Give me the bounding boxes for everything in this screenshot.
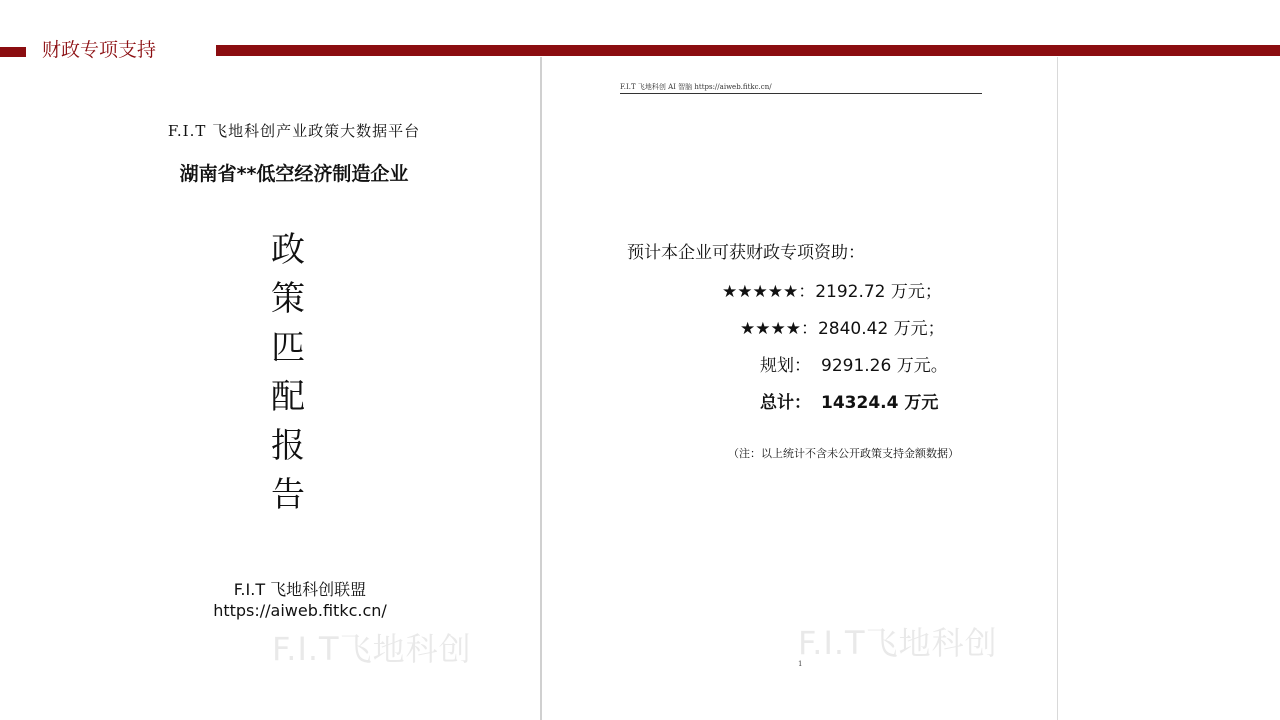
funding-row-plan	[760, 351, 948, 376]
header-accent-bar-left	[0, 47, 26, 57]
funding-label: 规划：	[760, 356, 811, 376]
cover-company-name: 湖南省**低空经济制造企业	[179, 163, 409, 185]
funding-label: ★★★★：	[740, 319, 818, 339]
funding-value: 14324.4 万元	[821, 393, 939, 413]
report-cover	[120, 100, 480, 670]
page-edge	[1057, 57, 1058, 720]
report-title-char: 配	[271, 377, 305, 417]
funding-value: 9291.26 万元。	[821, 356, 948, 376]
report-title-char: 告	[271, 475, 305, 515]
cover-platform-name: F.I.T 飞地科创产业政策大数据平台	[167, 122, 421, 140]
page-divider	[540, 57, 542, 720]
header-accent-bar-right	[216, 45, 1280, 56]
cover-report-title	[260, 226, 316, 520]
funding-note: （注：以上统计不含未公开政策支持金额数据）	[728, 447, 959, 460]
report-title-char: 匹	[271, 328, 305, 368]
funding-row-total	[760, 388, 938, 413]
funding-value: 2840.42 万元；	[817, 319, 945, 339]
doc-watermark: F.I.T飞地科创	[798, 624, 998, 662]
report-title-char: 政	[271, 230, 305, 270]
page-number: 1	[798, 660, 803, 668]
funding-intro: 预计本企业可获财政专项资助：	[627, 243, 865, 263]
funding-value: 2192.72 万元；	[815, 282, 942, 302]
funding-label: 总计：	[760, 393, 811, 413]
funding-label: ★★★★★：	[722, 282, 816, 302]
funding-row-four-star	[740, 314, 945, 339]
cover-watermark: F.I.T飞地科创	[272, 630, 472, 668]
report-title-char: 策	[271, 279, 305, 319]
funding-row-five-star	[722, 277, 942, 302]
section-title: 财政专项支持	[42, 39, 157, 61]
report-title-char: 报	[271, 426, 305, 466]
cover-org-name: F.I.T 飞地科创联盟	[233, 580, 367, 599]
cover-url: https://aiweb.fitkc.cn/	[213, 601, 387, 620]
doc-running-header: F.I.T 飞地科创 AI 智脑 https://aiweb.fitkc.cn/	[620, 82, 982, 94]
